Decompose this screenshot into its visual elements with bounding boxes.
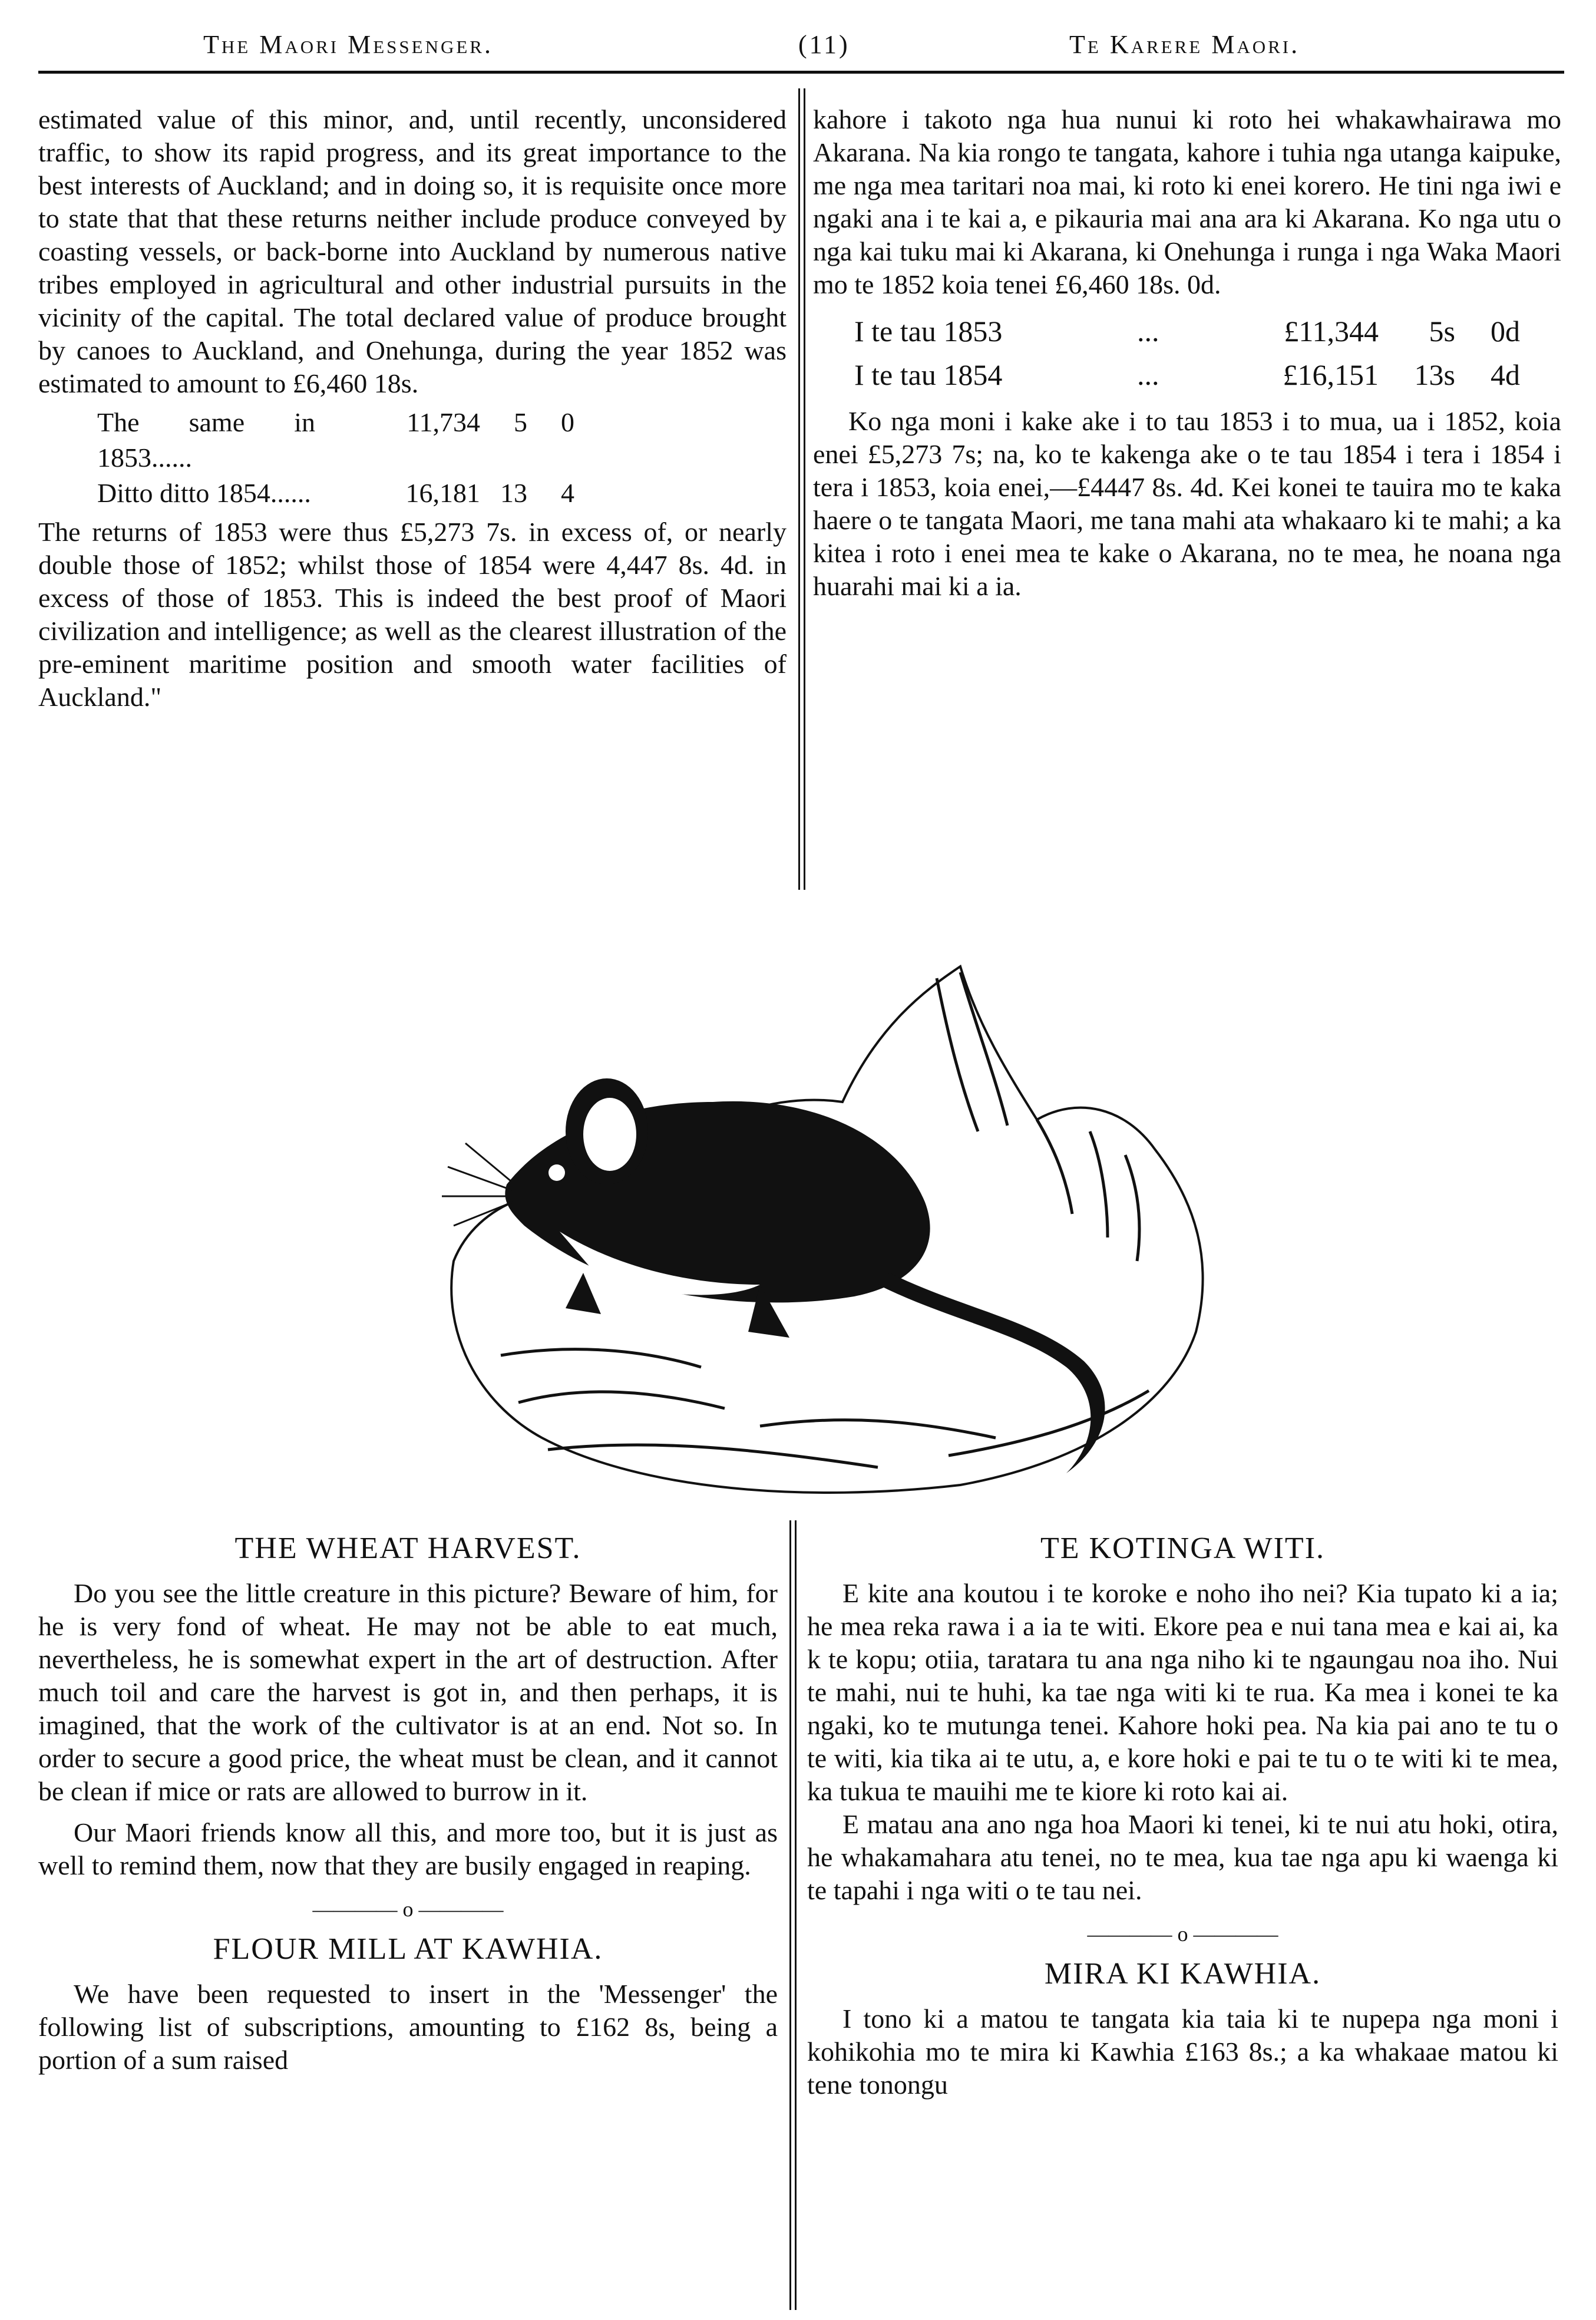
header-rule	[38, 71, 1564, 74]
returns-shillings: 5	[514, 407, 527, 437]
top-column-divider	[798, 88, 800, 890]
returns-pence: 4d	[1491, 358, 1520, 391]
english-paragraph-1: estimated value of this minor, and, until recently, unconsidered traffic, to show its rapid progress, and its great importance to the best interests of Auckland; and in doing so, it is requisite once more to state that that these returns neither include produce conveyed by coasting vessels, or back-borne into Auckland by numerous native tribes employed in agricultural and other industrial pursuits in the vicinity of the capital. The total declared value of produce brought by canoes to Auckland, and Onehunga, during the year 1852 was estimated to amount to £6,460 18s.	[38, 104, 787, 398]
returns-dots: ...	[1137, 315, 1159, 348]
bottom-column-divider-2	[795, 1520, 797, 2310]
top-column-divider-2	[804, 88, 805, 890]
returns-pounds: 16,181	[405, 478, 480, 508]
returns-row	[813, 353, 1561, 397]
returns-pence: 4	[561, 478, 574, 508]
returns-dots: ...	[1137, 358, 1159, 391]
top-left-column	[38, 103, 787, 714]
mira-kawhia-paragraph: I tono ki a matou te tangata kia taia ki te nupepa nga moni i kohikohia mo te mira ki Kawhia £163 8s.; a ka whakaae matou ki tene tonongu	[807, 2004, 1558, 2100]
maori-returns-table	[813, 309, 1561, 397]
english-paragraph-2: The returns of 1853 were thus £5,273 7s. in excess of, or nearly double those of 1852; whilst those of 1854 were 4,447 8s. 4d. in excess of those of 1853. This is indeed the best proof of Maori civilization and intelligence; as well as the clearest illustration of the pre-eminent maritime position and smooth water facilities of Auckland."	[38, 517, 787, 712]
returns-shillings: 13s	[1414, 358, 1455, 391]
wheat-harvest-heading: THE WHEAT HARVEST.	[234, 1532, 581, 1565]
header-title-maori: Te Karere Maori.	[1069, 30, 1300, 59]
page-number: (11)	[798, 30, 850, 59]
flour-mill-heading: FLOUR MILL AT KAWHIA.	[213, 1932, 603, 1966]
returns-row	[38, 476, 787, 511]
kotinga-witi-paragraph-1: E kite ana koutou i te koroke e noho iho nei? Kia tupato ki a ia; he mea reka rawa i a ia te witi. Ekore pea e nui tana mea e kai ai, ka k te kopu; otiia, taratara tu ana nga niho ki te ngaungau noa iho. Nui te mahi, nui te huhi, ka tae nga witi ki te rua. Ka mea i konei te ka ngaki, ko te mutunga tenei. Kahore hoki pea. Na kia pai ano te tu o te witi, kia tika ai te utu, a, e kore hoki e pai te tu o te witi ki te mea, ka tukua te mauihi me te kiore ki roto kai ai.	[807, 1578, 1558, 1806]
wheat-harvest-paragraph-2: Our Maori friends know all this, and more too, but it is just as well to remind them, now that they are busily engaged in reaping.	[38, 1817, 778, 1880]
kotinga-witi-paragraph-2: E matau ana ano nga hoa Maori ki tenei, ki te nui atu hoki, otira, he whakamahara atu tenei, no te mea, kua tae nga apu ki waenga ki te tapahi i nga witi o te tau nei.	[807, 1809, 1558, 1905]
english-returns-table	[38, 405, 787, 511]
maori-paragraph-2: Ko nga moni i kake ake i to tau 1853 i to mua, ua i 1852, koia enei £5,273 7s; na, ko te kakenga ake o te tau 1854 i tera i 1854 i tera i 1853, koia enei,—£4447 8s. 4d. Kei konei te tauira mo te kaka haere o te tangata Maori, me tana mahi ata whakaaro ki te mahi; a ka kitea i roto i enei mea te kake o Akarana, no te mea, he noana nga huarahi mai ki a ia.	[813, 406, 1561, 601]
kotinga-witi-heading: TE KOTINGA WITI.	[1040, 1532, 1326, 1565]
returns-row	[813, 309, 1561, 353]
returns-shillings: 13	[500, 478, 527, 508]
returns-pence: 0d	[1491, 315, 1520, 348]
returns-pence: 0	[561, 407, 574, 437]
returns-label: The same in 1853......	[97, 407, 315, 473]
bottom-column-divider	[789, 1520, 791, 2310]
flour-mill-paragraph: We have been requested to insert in the 'Messenger' the following list of subscriptions, amounting to £162 8s, being a portion of a sum raised	[38, 1979, 778, 2075]
bottom-left-column	[38, 1532, 778, 2077]
top-right-column	[813, 103, 1561, 603]
wheat-harvest-paragraph-1: Do you see the little creature in this picture? Beware of him, for he is very fond of wheat. He may not be able to eat much, nevertheless, he is somewhat expert in the art of destruction. After much toil and care the harvest is got in, and then perhaps, it is imagined, that the work of the cultivator is at an end. Not so. In order to secure a good price, the wheat must be clean, and it cannot be clean if mice or rats are allowed to burrow in it.	[38, 1578, 778, 1806]
mira-kawhia-heading: MIRA KI KAWHIA.	[1044, 1957, 1321, 1991]
returns-label: I te tau 1854	[854, 358, 1003, 391]
returns-label: Ditto ditto 1854......	[97, 478, 311, 508]
header-title-english: The Maori Messenger.	[203, 30, 493, 59]
maori-paragraph-1: kahore i takoto nga hua nunui ki roto hei whakawhairawa mo Akarana. Na kia rongo te tangata, kahore i tuhia nga utanga kaipuke, me nga mea taritari noa mai, ki roto ki enei korero. He tini nga iwi e ngaki ana i te kai a, e pikauria mai ana ara ki Akarana. Ko nga utu o nga kai tuku mai ki Akarana, ki Onehunga i runga i nga Waka Maori mo te 1852 koia tenei £6,460 18s. 0d.	[813, 104, 1561, 299]
returns-pounds: £16,151	[1283, 358, 1379, 391]
returns-pounds: £11,344	[1284, 315, 1379, 348]
returns-label: I te tau 1853	[854, 315, 1003, 348]
page-header	[38, 24, 1564, 65]
bottom-right-column	[807, 1532, 1558, 2101]
mouse-woodcut-icon	[430, 955, 1255, 1509]
section-divider: ———— o ————	[1087, 1922, 1278, 1946]
returns-shillings: 5s	[1429, 315, 1455, 348]
returns-pounds: 11,734	[407, 407, 480, 437]
returns-row	[38, 405, 787, 476]
section-divider: ———— o ————	[312, 1897, 504, 1921]
